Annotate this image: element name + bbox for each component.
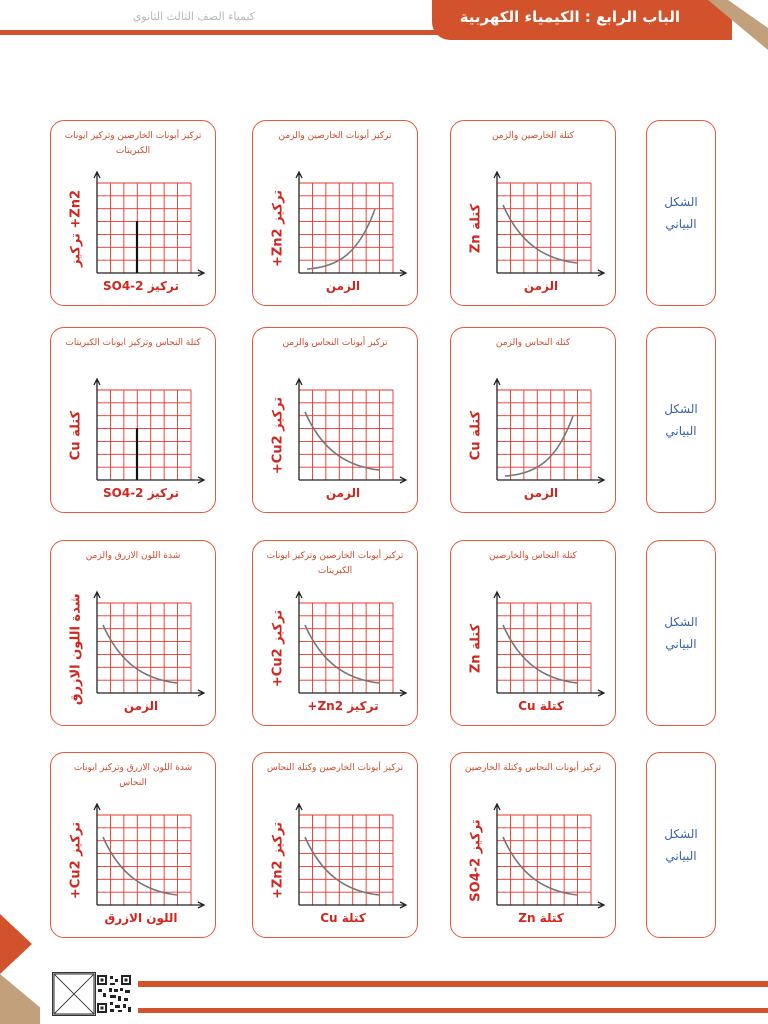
y-axis-label: كتلة Zn: [468, 623, 484, 674]
x-axis-label: الزمن: [523, 486, 559, 500]
x-axis-label: الزمن: [325, 486, 361, 500]
graph-plot: [91, 591, 205, 697]
graph-card: [50, 120, 216, 306]
y-axis: [94, 592, 100, 693]
row-label-card: [646, 120, 716, 306]
graph-card: [50, 752, 216, 938]
y-axis-label: تركيز Cu2+: [270, 396, 286, 475]
graph-caption: شدة اللون الازرق وتركيز ايونات النحاس: [73, 763, 193, 788]
graph-card: [450, 120, 616, 306]
graph-plot: [293, 803, 407, 909]
y-axis: [296, 592, 302, 693]
graph-plot: [91, 378, 205, 484]
y-axis: [94, 804, 100, 905]
y-axis: [94, 172, 100, 273]
graph-plot: [91, 803, 205, 909]
graph-caption: تركيز أيونات النحاس وكتلة الخارصين: [464, 763, 602, 773]
y-axis: [296, 379, 302, 480]
qr-code-icon[interactable]: [96, 974, 132, 1014]
graph-caption: كتلة النحاس وتركيز ايونات الكبريتات: [65, 338, 201, 348]
graph-plot: [293, 591, 407, 697]
y-axis-label: شدة اللون الازرق: [68, 593, 84, 706]
graph-caption: تركيز أيونات الخارصين وتركيز ايونات الكبريتات: [64, 131, 202, 156]
x-axis-label: كتلة Cu: [320, 911, 366, 925]
footer-rule-bottom: [138, 1008, 768, 1013]
graph-caption: تركيز أيونات الخارصين والزمن: [278, 131, 392, 141]
row-label-card: [646, 327, 716, 513]
graph-caption: كتلة النحاس والزمن: [495, 338, 571, 348]
y-axis: [296, 804, 302, 905]
graph-card: [252, 540, 418, 726]
graph-caption: تركيز أيونات الخارصين وتركيز ايونات الكبريتات: [266, 551, 404, 576]
graph-plot: [491, 803, 605, 909]
y-axis-label: تركيز Zn2+: [270, 821, 286, 900]
chapter-title: الباب الرابع : الكيمياء الكهربية: [459, 8, 680, 26]
y-axis: [94, 379, 100, 480]
book-subtitle: كيمياء الصف الثالث الثانوي: [132, 10, 255, 23]
graph-plot: [491, 591, 605, 697]
x-axis-label: الزمن: [123, 699, 159, 713]
row-label-text: الشكل البياني: [664, 827, 698, 863]
row-label-text: الشكل البياني: [664, 402, 698, 438]
graph-plot: [91, 171, 205, 277]
x-axis-label: الزمن: [325, 279, 361, 293]
x-axis-label: الزمن: [523, 279, 559, 293]
graph-card: [450, 752, 616, 938]
graph-card: [50, 327, 216, 513]
x-axis-label: كتلة Zn: [518, 911, 564, 925]
footer-logo-box: [52, 972, 96, 1016]
graph-caption: كتلة النحاس والخارصين: [489, 551, 577, 561]
y-axis-label: كتلة Cu: [68, 410, 84, 461]
footer-rule-top: [138, 981, 768, 987]
graph-card: [252, 327, 418, 513]
x-axis-label: تركيز SO4-2: [102, 279, 180, 293]
y-axis-label: كتلة Cu: [468, 410, 484, 461]
graph-plot: [491, 171, 605, 277]
graph-card: [252, 120, 418, 306]
y-axis-label: تركيز Cu2+: [68, 821, 84, 900]
graph-card: [450, 540, 616, 726]
x-axis-label: تركيز Zn2+: [307, 699, 379, 713]
y-axis-label: تركيز Zn2+: [270, 189, 286, 268]
graph-plot: [293, 171, 407, 277]
y-axis: [494, 592, 500, 693]
row-label-text: الشكل البياني: [664, 195, 698, 231]
graph-caption: كتلة الخارصين والزمن: [491, 131, 575, 141]
graph-caption: تركيز أيونات الخارصين وكتلة النحاس: [266, 763, 404, 773]
y-axis: [494, 172, 500, 273]
x-axis-label: كتلة Cu: [518, 699, 564, 713]
graph-plot: [491, 378, 605, 484]
x-axis-label: تركيز SO4-2: [102, 486, 180, 500]
graph-card: [50, 540, 216, 726]
graph-caption: شدة اللون الازرق والزمن: [85, 551, 181, 561]
y-axis-label: تركيز Cu2+: [270, 609, 286, 688]
y-axis: [296, 172, 302, 273]
graph-caption: تركيز أيونات النحاس والزمن: [282, 338, 388, 348]
row-label-text: الشكل البياني: [664, 615, 698, 651]
y-axis-label: كتلة Zn: [468, 203, 484, 254]
y-axis-label: Zn2+ تركيز: [68, 189, 84, 268]
x-axis-label: اللون الازرق: [104, 911, 178, 925]
row-label-card: [646, 540, 716, 726]
graph-card: [252, 752, 418, 938]
graph-plot: [293, 378, 407, 484]
corner-decoration-top: [708, 0, 768, 50]
y-axis: [494, 379, 500, 480]
corner-decoration-bottom-left: [0, 914, 40, 1024]
y-axis-label: تركيز SO4-2: [468, 819, 484, 902]
row-label-card: [646, 752, 716, 938]
graph-card: [450, 327, 616, 513]
y-axis: [494, 804, 500, 905]
